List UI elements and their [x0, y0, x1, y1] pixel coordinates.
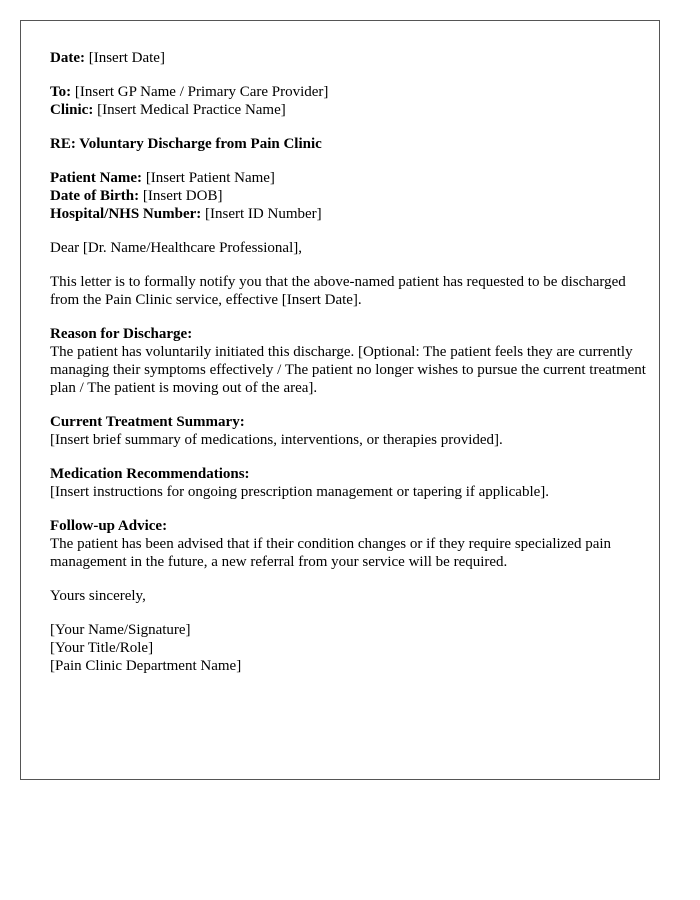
- followup-body: The patient has been advised that if their condition changes or if they require specialized pain management in the future, a new referral from your service will be required.: [50, 536, 612, 570]
- patient-name-label: Patient Name:: [50, 170, 143, 186]
- clinic-label: Clinic:: [50, 102, 94, 118]
- treatment-heading: Current Treatment Summary:: [50, 414, 245, 430]
- patient-dob-label: Date of Birth:: [50, 188, 140, 204]
- closing-block: [50, 587, 650, 605]
- patient-id-value: [Insert ID Number]: [205, 206, 322, 222]
- intro-block: [50, 273, 650, 309]
- signature-title: [Your Title/Role]: [50, 640, 154, 656]
- medication-body: [Insert instructions for ongoing prescription management or tapering if applicable].: [50, 484, 550, 500]
- followup-section: [50, 517, 650, 571]
- signature-department: [Pain Clinic Department Name]: [50, 658, 242, 674]
- subject-block: [50, 135, 650, 153]
- patient-dob-value: [Insert DOB]: [142, 188, 223, 204]
- subject-line: RE: Voluntary Discharge from Pain Clinic: [50, 136, 322, 152]
- patient-name-line: [50, 169, 650, 187]
- clinic-line: [50, 101, 650, 119]
- signature-name: [Your Name/Signature]: [50, 622, 191, 638]
- salutation-block: [50, 239, 650, 257]
- treatment-body: [Insert brief summary of medications, interventions, or therapies provided].: [50, 432, 503, 448]
- recipient-block: [50, 83, 650, 119]
- letter-page: [20, 20, 660, 780]
- reason-heading: Reason for Discharge:: [50, 326, 193, 342]
- to-value: [Insert GP Name / Primary Care Provider]: [74, 84, 329, 100]
- medication-section: [50, 465, 650, 501]
- clinic-value: [Insert Medical Practice Name]: [97, 102, 286, 118]
- intro-paragraph: This letter is to formally notify you that the above-named patient has requested to be discharged from the Pain Clinic service, effective [Insert Date].: [50, 274, 626, 308]
- reason-body: The patient has voluntarily initiated this discharge. [Optional: The patient feels they are currently managing their symptoms effectively / The patient no longer wishes to pursue the current treatment plan / The patient is moving out of the area].: [50, 344, 646, 396]
- date-line: [50, 49, 650, 67]
- reason-section: [50, 325, 650, 397]
- followup-heading: Follow-up Advice:: [50, 518, 168, 534]
- patient-name-value: [Insert Patient Name]: [145, 170, 275, 186]
- date-label: Date:: [50, 50, 85, 66]
- closing: Yours sincerely,: [50, 588, 146, 604]
- letter-content: [50, 49, 650, 691]
- date-block: [50, 49, 650, 67]
- to-label: To:: [50, 84, 72, 100]
- medication-heading: Medication Recommendations:: [50, 466, 250, 482]
- treatment-section: [50, 413, 650, 449]
- patient-dob-line: [50, 187, 650, 205]
- signature-block: [50, 621, 650, 675]
- to-line: [50, 83, 650, 101]
- date-value: [Insert Date]: [88, 50, 165, 66]
- patient-id-label: Hospital/NHS Number:: [50, 206, 202, 222]
- patient-block: [50, 169, 650, 223]
- patient-id-line: [50, 205, 650, 223]
- salutation: Dear [Dr. Name/Healthcare Professional],: [50, 240, 302, 256]
